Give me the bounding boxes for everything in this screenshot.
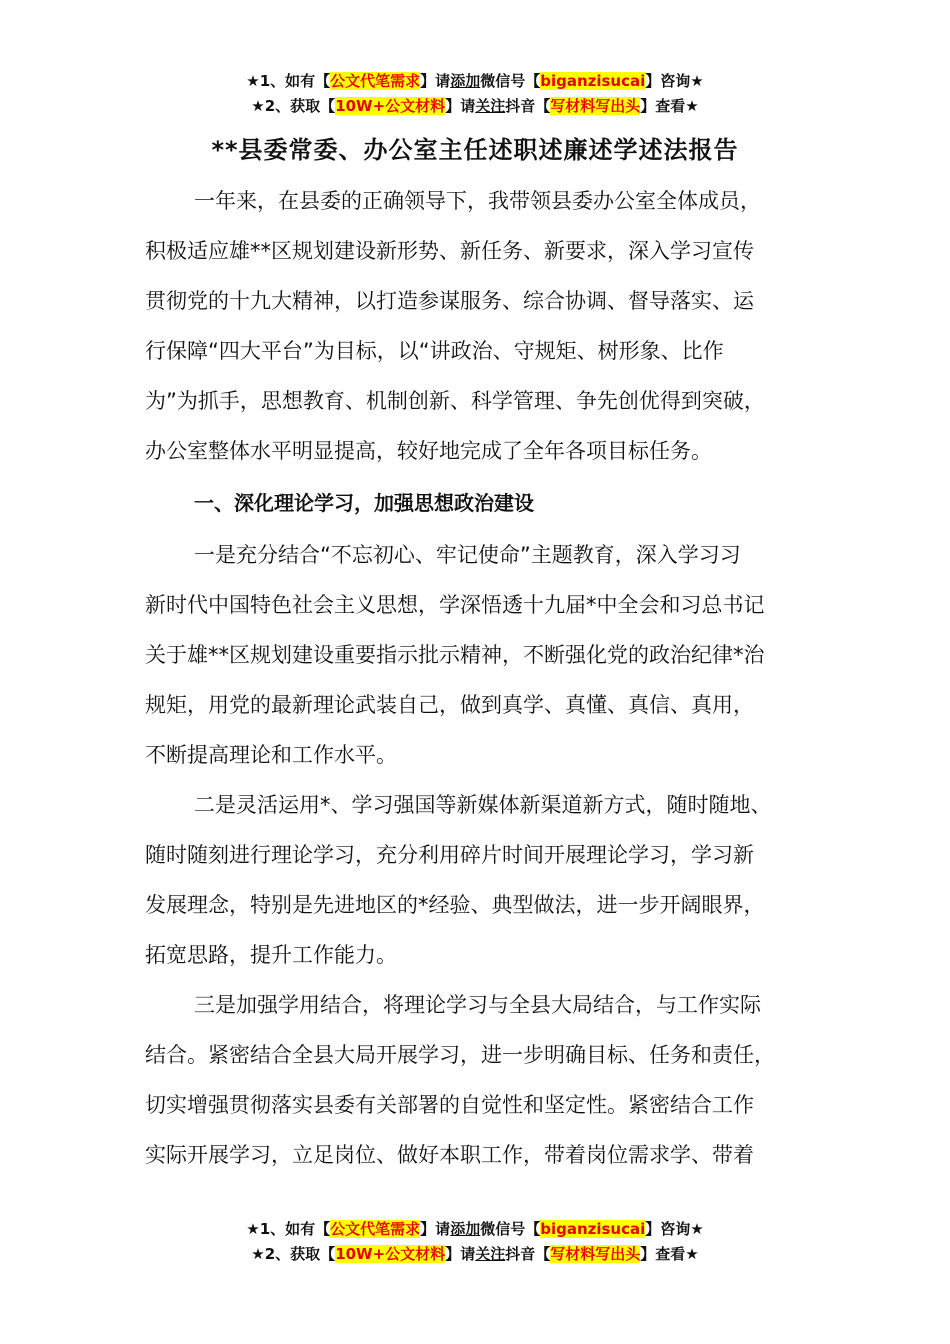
banner-highlight: 10W+公文材料 bbox=[335, 97, 446, 115]
text-line: 规矩，用党的最新理论武装自己，做到真学、真懂、真信、真用， bbox=[145, 693, 754, 717]
banner-text: 微信号【 bbox=[480, 72, 541, 90]
text-line: 三是加强学用结合，将理论学习与全县大局结合，与工作实际 bbox=[194, 993, 761, 1017]
text-line: 新时代中国特色社会主义思想，学深悟透十九届*中全会和习总书记 bbox=[145, 593, 765, 617]
section-heading: 一、深化理论学习，加强思想政治建设 bbox=[194, 491, 534, 515]
paragraph-2 bbox=[145, 780, 810, 980]
text-line: 行保障“四大平台”为目标，以“讲政治、守规矩、树形象、比作 bbox=[145, 339, 724, 363]
text-line: 拓宽思路，提升工作能力。 bbox=[145, 943, 397, 967]
text-line: 关于雄**区规划建设重要指示批示精神，不断强化党的政治纪律*治 bbox=[145, 643, 765, 667]
promo-banner-bottom-line1 bbox=[0, 1216, 950, 1242]
banner-underline: 添加 bbox=[450, 1220, 481, 1238]
banner-highlight: 公文代笔需求 bbox=[330, 1220, 421, 1238]
text-line: 贯彻党的十九大精神，以打造参谋服务、综合协调、督导落实、运 bbox=[145, 289, 754, 313]
banner-highlight: 10W+公文材料 bbox=[335, 1245, 446, 1263]
text-line: 发展理念，特别是先进地区的*经验、典型做法，进一步开阔眼界， bbox=[145, 893, 765, 917]
text-line: 一是充分结合“不忘初心、牢记使命”主题教育，深入学习习 bbox=[194, 543, 741, 567]
banner-underline: 添加 bbox=[450, 72, 481, 90]
banner-text: 】请 bbox=[420, 1220, 451, 1238]
paragraph-1 bbox=[145, 530, 810, 780]
banner-highlight: biganzisucai bbox=[540, 72, 646, 90]
text-line: 为”为抓手，思想教育、机制创新、科学管理、争先创优得到突破， bbox=[145, 389, 765, 413]
banner-text: 抖音【 bbox=[505, 97, 551, 115]
banner-text: ★1、如有【 bbox=[246, 1220, 331, 1238]
banner-highlight: 公文代笔需求 bbox=[330, 72, 421, 90]
text-line: 实际开展学习，立足岗位、做好本职工作，带着岗位需求学、带着 bbox=[145, 1143, 754, 1167]
banner-text: 】请 bbox=[445, 97, 476, 115]
banner-text: ★2、获取【 bbox=[251, 1245, 336, 1263]
text-line: 不断提高理论和工作水平。 bbox=[145, 743, 397, 767]
banner-highlight: 写材料写出头 bbox=[550, 97, 641, 115]
banner-text: 】查看★ bbox=[640, 97, 699, 115]
banner-text: 微信号【 bbox=[480, 1220, 541, 1238]
document-title: **县委常委、办公室主任述职述廉述学述法报告 bbox=[211, 136, 739, 164]
banner-text: 】咨询★ bbox=[645, 1220, 704, 1238]
text-line: 随时随刻进行理论学习，充分利用碎片时间开展理论学习，学习新 bbox=[145, 843, 754, 867]
text-line: 积极适应雄**区规划建设新形势、新任务、新要求，深入学习宣传 bbox=[145, 239, 754, 263]
banner-underline: 关注 bbox=[475, 97, 506, 115]
banner-text: 】请 bbox=[420, 72, 451, 90]
banner-highlight: 写材料写出头 bbox=[550, 1245, 641, 1263]
banner-text: 】查看★ bbox=[640, 1245, 699, 1263]
intro-paragraph bbox=[145, 176, 810, 476]
banner-text: ★2、获取【 bbox=[251, 97, 336, 115]
promo-banner-top-line2 bbox=[0, 93, 950, 119]
banner-text: ★1、如有【 bbox=[246, 72, 331, 90]
text-line: 一年来，在县委的正确领导下，我带领县委办公室全体成员， bbox=[194, 189, 761, 213]
banner-underline: 关注 bbox=[475, 1245, 506, 1263]
promo-banner-top-line1 bbox=[0, 68, 950, 94]
document-body bbox=[145, 176, 810, 1180]
text-line: 结合。紧密结合全县大局开展学习，进一步明确目标、任务和责任， bbox=[145, 1043, 775, 1067]
text-line: 办公室整体水平明显提高，较好地完成了全年各项目标任务。 bbox=[145, 439, 712, 463]
banner-text: 】咨询★ bbox=[645, 72, 704, 90]
text-line: 切实增强贯彻落实县委有关部署的自觉性和坚定性。紧密结合工作 bbox=[145, 1093, 754, 1117]
paragraph-3 bbox=[145, 980, 810, 1180]
banner-text: 】请 bbox=[445, 1245, 476, 1263]
text-line: 二是灵活运用*、学习强国等新媒体新渠道新方式，随时随地、 bbox=[194, 793, 772, 817]
banner-highlight: biganzisucai bbox=[540, 1220, 646, 1238]
banner-text: 抖音【 bbox=[505, 1245, 551, 1263]
promo-banner-bottom-line2 bbox=[0, 1241, 950, 1267]
